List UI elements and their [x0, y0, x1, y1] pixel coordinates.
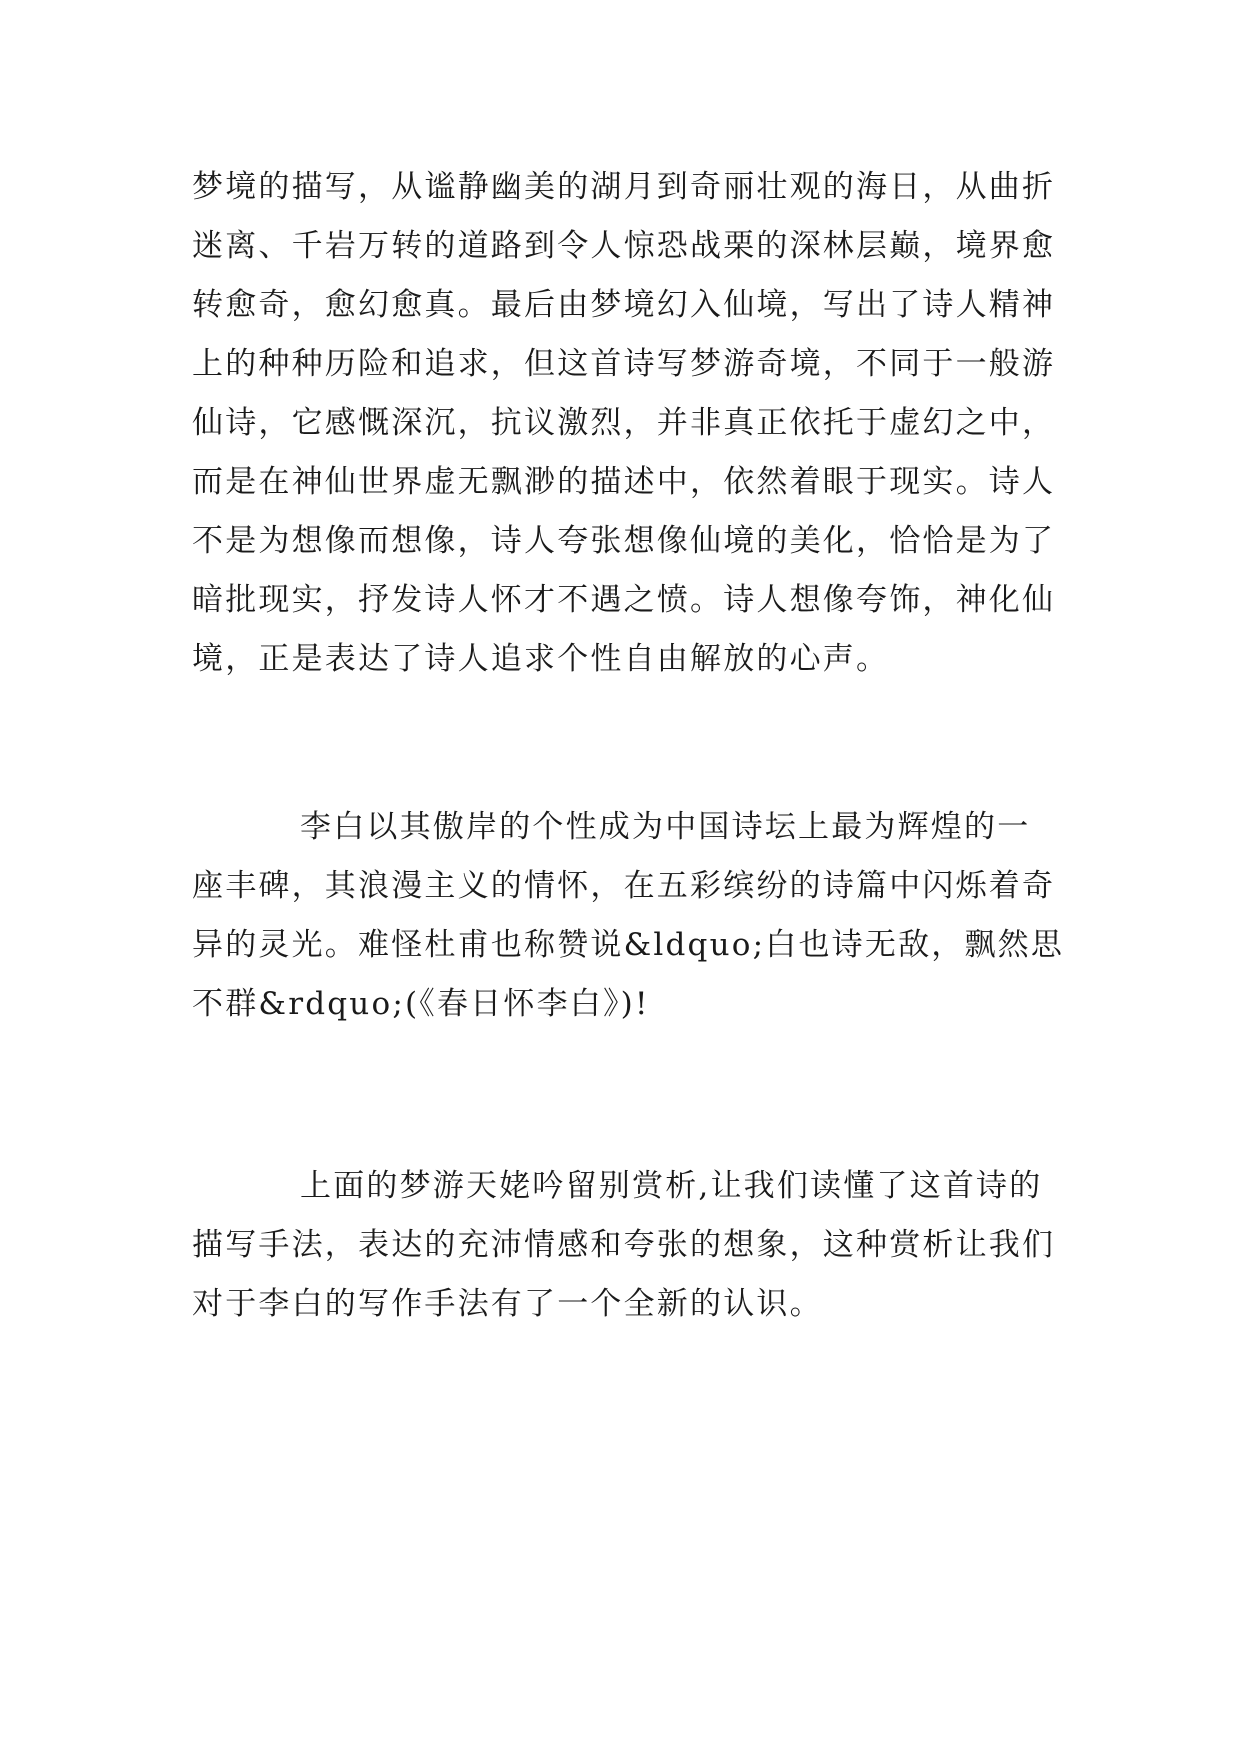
text-line: 不是为想像而想像，诗人夸张想像仙境的美化，恰恰是为了 — [192, 523, 1056, 559]
text-line: 描写手法，表达的充沛情感和夸张的想象，这种赏析让我们 — [192, 1227, 1056, 1263]
text-line: 李白以其傲岸的个性成为中国诗坛上最为辉煌的一 — [300, 809, 1031, 845]
text-line: 梦境的描写，从谧静幽美的湖月到奇丽壮观的海日，从曲折 — [192, 169, 1056, 205]
text-line: 上面的梦游天姥吟留别赏析,让我们读懂了这首诗的 — [300, 1168, 1043, 1204]
text-line: 境，正是表达了诗人追求个性自由解放的心声。 — [192, 641, 890, 677]
text-line: 异的灵光。难怪杜甫也称赞说&ldquo;白也诗无敌，飘然思 — [192, 927, 1065, 963]
text-line: 而是在神仙世界虚无飘渺的描述中，依然着眼于现实。诗人 — [192, 464, 1056, 500]
text-line: 迷离、千岩万转的道路到令人惊恐战栗的深林层巅，境界愈 — [192, 228, 1056, 264]
text-line: 上的种种历险和追求，但这首诗写梦游奇境，不同于一般游 — [192, 346, 1056, 382]
text-line: 不群&rdquo;(《春日怀李白》)! — [192, 986, 650, 1022]
text-line: 仙诗，它感慨深沉，抗议激烈，并非真正依托于虚幻之中， — [192, 405, 1056, 441]
text-line: 转愈奇，愈幻愈真。最后由梦境幻入仙境，写出了诗人精神 — [192, 287, 1056, 323]
paragraph-li-bai-personality — [192, 798, 1065, 1034]
paragraph-conclusion — [192, 1157, 1056, 1334]
text-line: 暗批现实，抒发诗人怀才不遇之愤。诗人想像夸饰，神化仙 — [192, 582, 1056, 618]
text-line: 对于李白的写作手法有了一个全新的认识。 — [192, 1286, 823, 1322]
paragraph-dream-description — [192, 158, 1056, 689]
text-line: 座丰碑，其浪漫主义的情怀，在五彩缤纷的诗篇中闪烁着奇 — [192, 868, 1056, 904]
